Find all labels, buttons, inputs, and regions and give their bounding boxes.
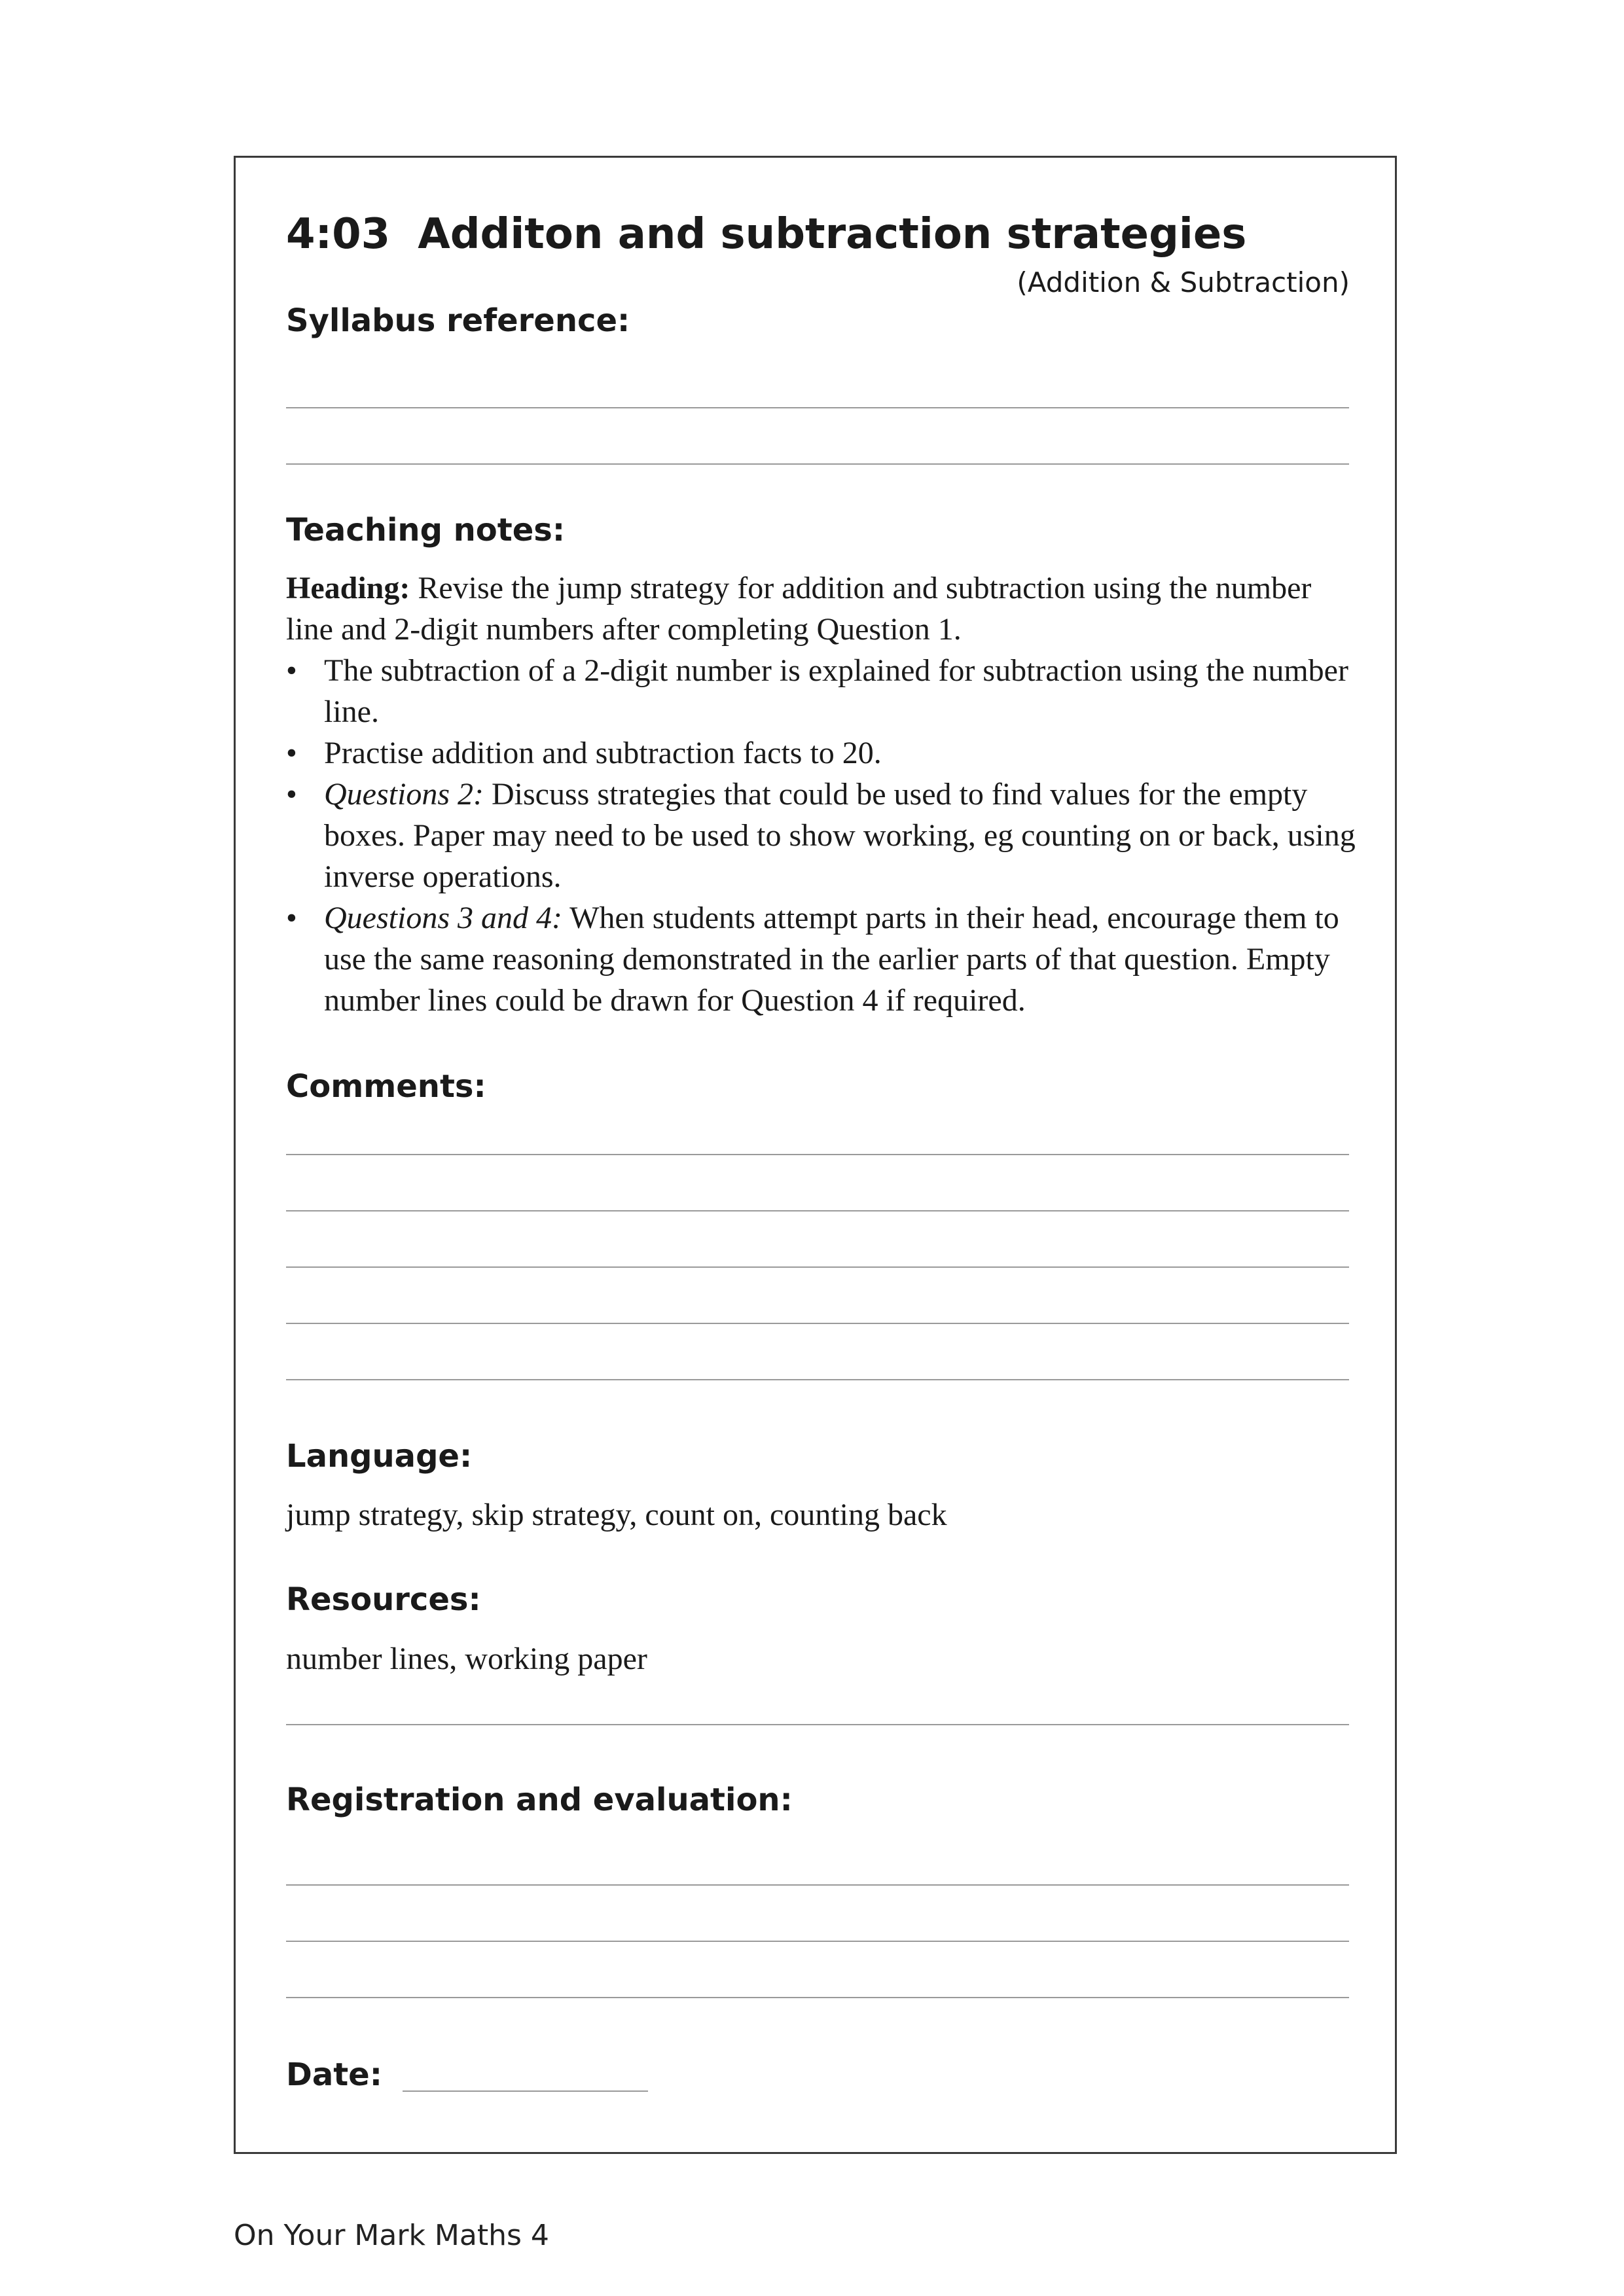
- language-text: jump strategy, skip strategy, count on, counting back: [286, 1498, 947, 1532]
- list-item: [286, 774, 1360, 897]
- comments-line-2: [286, 1210, 1349, 1211]
- lesson-title: Additon and subtraction strategies: [418, 210, 1247, 259]
- page-footer: On Your Mark Maths 4: [234, 2219, 549, 2252]
- registration-line-2: [286, 1941, 1349, 1942]
- comments-line-5: [286, 1379, 1349, 1380]
- syllabus-line-1: [286, 407, 1349, 408]
- registration-line-1: [286, 1884, 1349, 1886]
- list-item-emphasis: Questions 2:: [324, 777, 484, 812]
- bullet-icon: •: [286, 736, 297, 770]
- resources-line: [286, 1724, 1349, 1725]
- list-item: [286, 897, 1360, 1021]
- bullet-icon: •: [286, 901, 297, 935]
- list-item-text: Discuss strategies that could be used to find values for the empty boxes. Paper may need to be used to show working, eg counting on or back, using inverse operations.: [324, 777, 1356, 894]
- comments-heading: Comments:: [286, 1068, 486, 1105]
- teaching-notes-list: [286, 650, 1360, 1021]
- syllabus-heading: Syllabus reference:: [286, 302, 630, 339]
- resources-heading: Resources:: [286, 1581, 481, 1618]
- bullet-icon: •: [286, 653, 297, 688]
- bullet-icon: •: [286, 777, 297, 812]
- list-item: [286, 650, 1360, 732]
- teaching-notes-intro: [286, 567, 1360, 650]
- comments-line-1: [286, 1154, 1349, 1155]
- intro-label: Heading:: [286, 571, 410, 605]
- list-item-emphasis: Questions 3 and 4:: [324, 901, 562, 935]
- list-item-text: Practise addition and subtraction facts to 20.: [324, 736, 882, 770]
- syllabus-line-2: [286, 463, 1349, 465]
- page-title: [286, 208, 1246, 260]
- date-label: Date:: [286, 2056, 382, 2093]
- list-item-text: The subtraction of a 2-digit number is explained for subtraction using the number line.: [324, 653, 1348, 729]
- intro-text: Revise the jump strategy for addition and subtraction using the number line and 2-digit numbers after completing Question 1.: [286, 571, 1312, 647]
- comments-line-3: [286, 1266, 1349, 1268]
- registration-heading: Registration and evaluation:: [286, 1782, 793, 1818]
- topic-subtitle: (Addition & Subtraction): [1017, 266, 1350, 298]
- date-field-line: [403, 2090, 648, 2092]
- resources-text: number lines, working paper: [286, 1641, 647, 1676]
- list-item-text: When students attempt parts in their head, encourage them to use the same reasoning demonstrated in the earlier parts of that question. Empty number lines could be drawn for Question 4 if required.: [324, 901, 1339, 1018]
- teaching-notes-heading: Teaching notes:: [286, 512, 566, 548]
- teaching-notes-body: [286, 567, 1360, 1021]
- lesson-number: 4:03: [286, 210, 391, 259]
- registration-line-3: [286, 1997, 1349, 1998]
- list-item: [286, 732, 1360, 774]
- language-heading: Language:: [286, 1438, 473, 1475]
- comments-line-4: [286, 1323, 1349, 1324]
